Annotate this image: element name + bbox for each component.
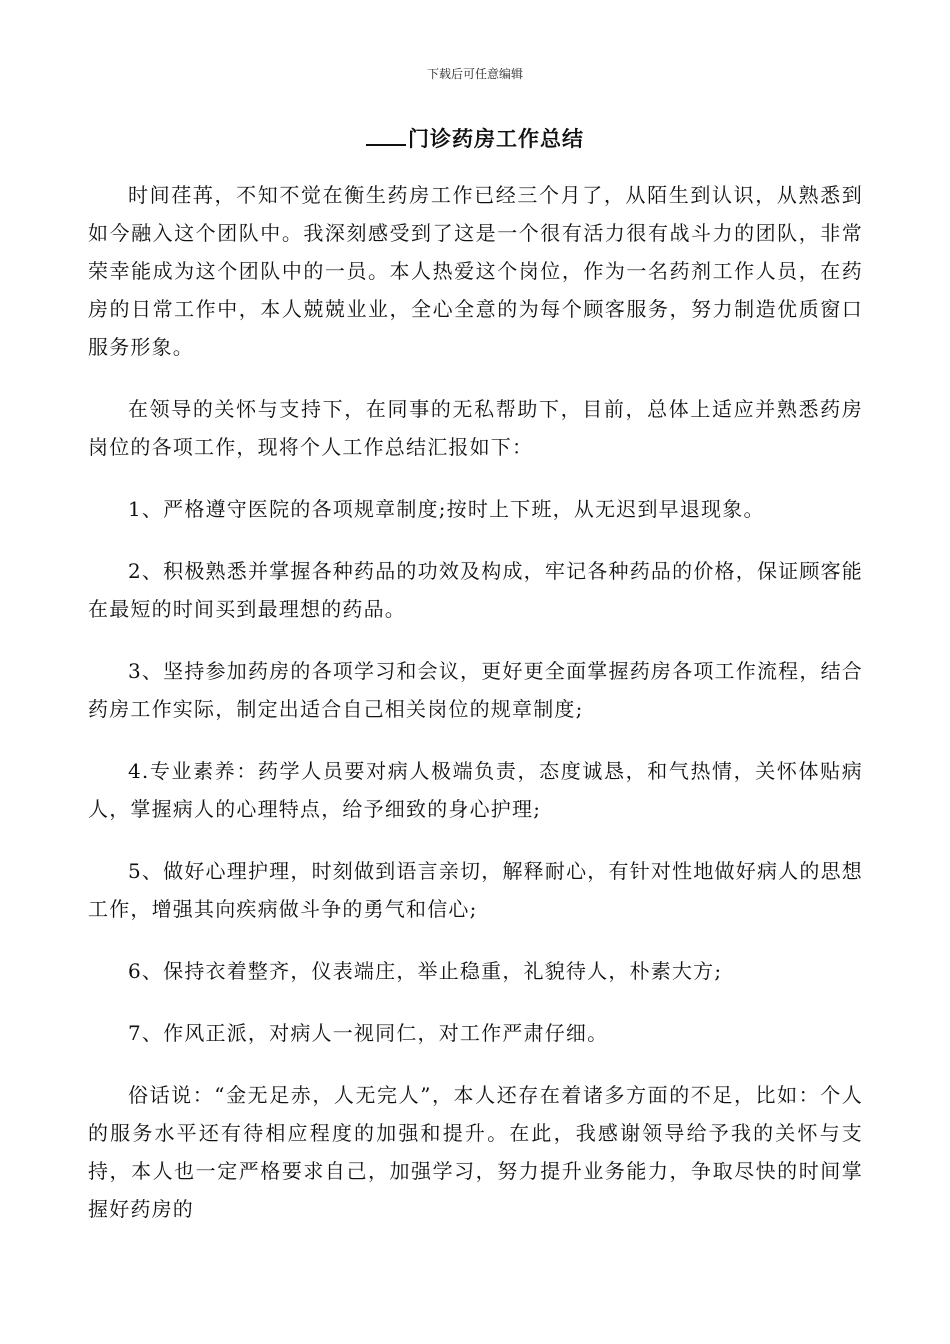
paragraph-summary-lead: 在领导的关怀与支持下，在同事的无私帮助下，目前，总体上适应并熟悉药房岗位的各项工作，现将个人工作总结汇报如下： — [88, 397, 863, 459]
list-item-3: 3、坚持参加药房的各项学习和会议，更好更全面掌握药房各项工作流程，结合药房工作实际，制定出适合自己相关岗位的规章制度; — [88, 659, 863, 721]
list-item-1: 1、严格遵守医院的各项规章制度;按时上下班，从无迟到早退现象。 — [128, 497, 765, 521]
title-text: 门诊药房工作总结 — [408, 126, 584, 151]
header-note: 下载后可任意编辑 — [426, 67, 523, 81]
page-title — [0, 124, 950, 153]
list-item-4: 4.专业素养：药学人员要对病人极端负责，态度诚恳，和气热情，关怀体贴病人，掌握病人的心理特点，给予细致的身心护理; — [88, 759, 863, 821]
list-item-7: 7、作风正派，对病人一视同仁，对工作严肃仔细。 — [128, 1021, 609, 1045]
list-item-6: 6、保持衣着整齐，仪表端庄，举止稳重，礼貌待人，朴素大方; — [128, 959, 723, 983]
list-item-2: 2、积极熟悉并掌握各种药品的功效及构成，牢记各种药品的价格，保证顾客能在最短的时间买到最理想的药品。 — [88, 559, 863, 621]
paragraph-intro: 时间荏苒，不知不觉在衡生药房工作已经三个月了，从陌生到认识，从熟悉到如今融入这个团队中。我深刻感受到了这是一个很有活力很有战斗力的团队，非常荣幸能成为这个团队中的一员。本人热爱这个岗位，作为一名药剂工作人员，在药房的日常工作中，本人兢兢业业，全心全意的为每个顾客服务，努力制造优质窗口服务形象。 — [88, 183, 863, 359]
title-blank — [366, 124, 406, 146]
list-item-5: 5、做好心理护理，时刻做到语言亲切，解释耐心，有针对性地做好病人的思想工作，增强其向疾病做斗争的勇气和信心; — [88, 859, 863, 921]
paragraph-closing: 俗话说：“金无足赤，人无完人”，本人还存在着诸多方面的不足，比如：个人的服务水平还有待相应程度的加强和提升。在此，我感谢领导给予我的关怀与支持，本人也一定严格要求自己，加强学习，努力提升业务能力，争取尽快的时间掌握好药房的 — [88, 1083, 863, 1221]
document-body — [88, 176, 863, 1252]
